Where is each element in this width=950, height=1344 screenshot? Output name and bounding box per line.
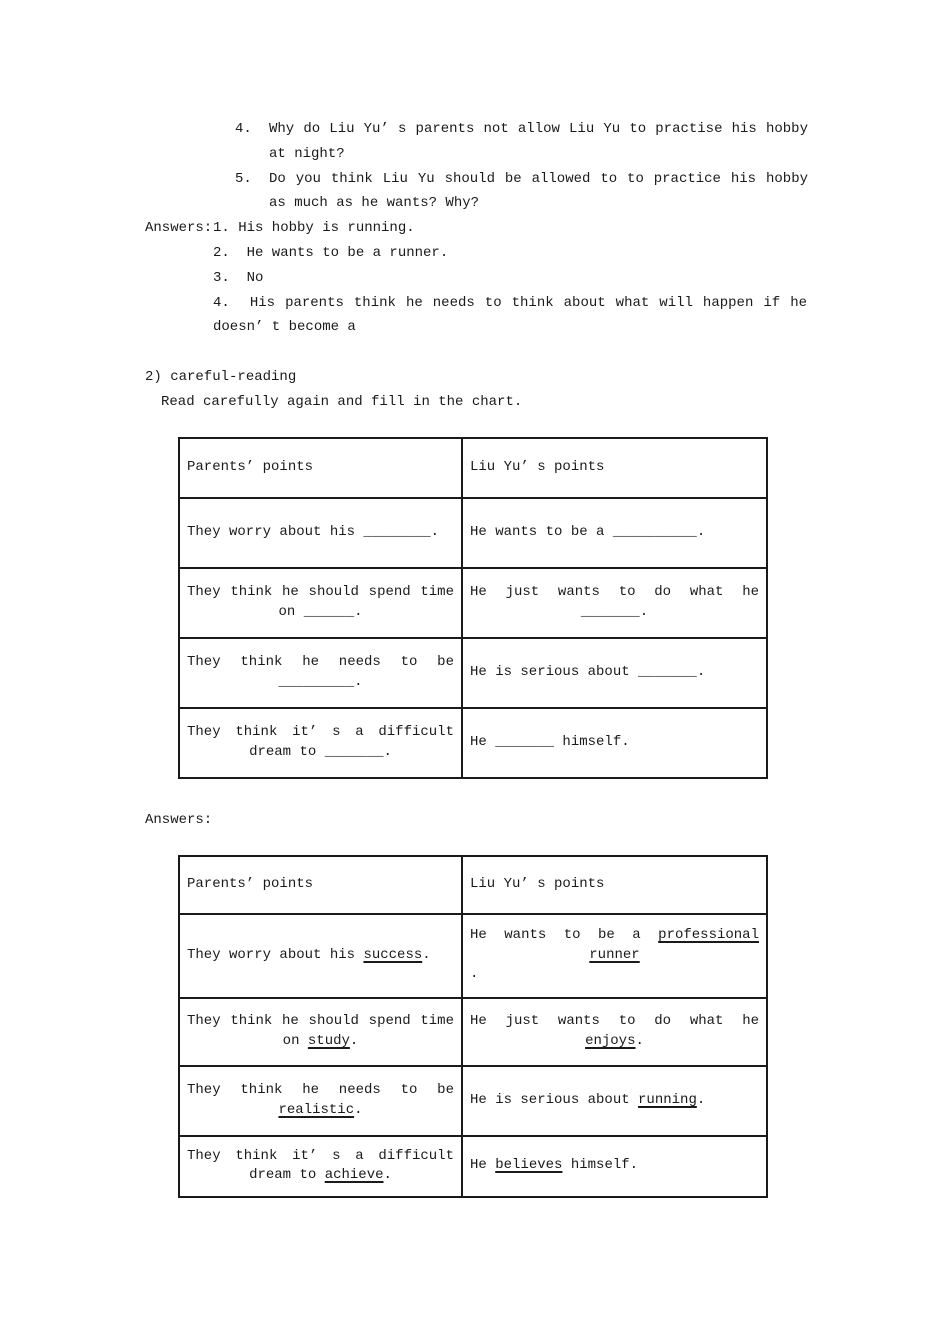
cell-text: . — [422, 946, 431, 963]
cell-text: . — [635, 1032, 644, 1049]
cell-line — [187, 1101, 454, 1120]
cell-line — [187, 523, 454, 542]
filled-blank-answer: runner — [589, 946, 640, 963]
cell-text: They think he needs to be — [187, 1082, 454, 1099]
cell-line — [470, 1156, 759, 1175]
cell-text: He is serious about — [470, 1091, 639, 1108]
cell-line — [187, 458, 454, 477]
answers-label: Answers: — [145, 220, 213, 237]
question-number: 4. — [235, 121, 252, 137]
cell-text: . — [349, 1032, 359, 1049]
answers-items — [213, 216, 807, 340]
answer-item: 1. His hobby is running. — [213, 220, 415, 237]
cell-line — [187, 743, 454, 762]
question-item — [235, 167, 808, 217]
table-cell — [179, 708, 462, 778]
table-row — [179, 568, 767, 638]
cell-line — [187, 1081, 454, 1100]
cell-text: He is serious about _______. — [470, 664, 706, 681]
filled-blank-answer: believes — [495, 1157, 563, 1174]
answers-block — [145, 216, 950, 340]
cell-text: _______. — [580, 603, 649, 620]
table-cell — [179, 638, 462, 708]
cell-text: They worry about his — [187, 946, 364, 963]
cell-line — [187, 875, 454, 894]
cell-line — [470, 1012, 759, 1031]
answer-item: 3. No — [213, 269, 264, 286]
table-cell — [179, 568, 462, 638]
table-cell — [462, 1066, 767, 1136]
cell-text: dream to — [249, 1167, 325, 1184]
cell-line — [187, 1032, 454, 1051]
cell-text: Parents’ points — [187, 459, 314, 476]
table-cell — [179, 914, 462, 998]
cell-text: . — [696, 1091, 706, 1108]
cell-text: He just wants to do what he — [470, 1013, 759, 1030]
cell-text: They think it’ s a difficult — [187, 724, 454, 741]
cell-line — [470, 583, 759, 602]
table-header-cell — [462, 438, 767, 498]
cell-text: Liu Yu’ s points — [470, 875, 605, 892]
answers-table-label: Answers: — [145, 811, 213, 828]
table-cell — [462, 998, 767, 1066]
question-text: Why do Liu Yu’ s parents not allow Liu Yu to practise his hobby at night? — [269, 121, 808, 162]
cell-line — [470, 523, 759, 542]
cell-text: He _______ himself. — [470, 734, 630, 751]
table-row — [179, 998, 767, 1066]
question-text: Do you think Liu Yu should be allowed to to practice his hobby as much as he wants? Why? — [269, 170, 808, 212]
table-cell — [462, 708, 767, 778]
cell-line — [187, 946, 454, 965]
cell-text: dream to _______. — [249, 743, 392, 760]
cell-line — [187, 673, 454, 692]
cell-text: He wants to be a — [470, 927, 659, 944]
table-cell — [179, 1066, 462, 1136]
cell-line — [470, 458, 759, 477]
cell-line — [187, 1166, 454, 1185]
filled-blank-answer: realistic — [278, 1101, 355, 1118]
table-cell — [462, 638, 767, 708]
table-cell — [462, 914, 767, 998]
cell-text: He — [470, 1157, 496, 1174]
cell-text: They think he should spend time — [187, 1013, 454, 1030]
cell-text: They think he should spend time — [187, 584, 454, 601]
section-instruction: Read carefully again and fill in the chart. — [161, 393, 523, 410]
table-row — [179, 1066, 767, 1136]
cell-text: He just wants to do what he — [470, 584, 759, 601]
question-number: 5. — [235, 170, 252, 187]
cell-text: They worry about his ________. — [187, 524, 440, 541]
answers-chart-table — [178, 855, 768, 1198]
cell-text: on — [282, 1032, 308, 1049]
table-cell — [179, 1136, 462, 1197]
section-heading: 2) careful-reading — [145, 369, 297, 386]
table-header-cell — [462, 856, 767, 914]
filled-blank-answer: achieve — [324, 1167, 384, 1184]
table-cell — [462, 568, 767, 638]
table-header-cell — [179, 856, 462, 914]
cell-line — [187, 653, 454, 672]
cell-text: himself. — [562, 1157, 639, 1174]
answer-item: 4. His parents think he needs to think about what will happen if he doesn’ t become a — [213, 294, 807, 336]
cell-line — [470, 733, 759, 752]
cell-line — [187, 1012, 454, 1031]
cell-text: . — [383, 1167, 392, 1184]
filled-blank-answer: enjoys — [585, 1032, 636, 1049]
table-cell — [179, 498, 462, 568]
cell-line — [470, 946, 759, 965]
table-header-row — [179, 438, 767, 498]
filled-blank-answer: professional — [658, 927, 759, 944]
filled-blank-answer: success — [363, 946, 423, 963]
blank-chart-table — [178, 437, 768, 779]
cell-line — [470, 1032, 759, 1051]
cell-line — [470, 926, 759, 945]
cell-text: They think he needs to be — [187, 654, 454, 671]
filled-blank-answer: study — [307, 1032, 350, 1049]
question-item — [235, 117, 808, 167]
cell-line — [470, 663, 759, 682]
table-cell — [462, 1136, 767, 1197]
cell-line — [187, 603, 454, 622]
cell-line — [470, 1091, 759, 1110]
answer-item: 2. He wants to be a runner. — [213, 244, 449, 261]
cell-text: Parents’ points — [187, 875, 314, 892]
cell-text: . — [354, 1101, 363, 1118]
cell-text: Liu Yu’ s points — [470, 459, 605, 476]
table-row — [179, 708, 767, 778]
table-row — [179, 638, 767, 708]
cell-line — [470, 965, 759, 984]
cell-text: . — [470, 966, 479, 983]
table-header-cell — [179, 438, 462, 498]
question-list — [235, 117, 808, 216]
table-row — [179, 498, 767, 568]
cell-text: They think it’ s a difficult — [187, 1147, 454, 1164]
cell-text: _________. — [278, 673, 363, 690]
table-cell — [462, 498, 767, 568]
cell-line — [187, 1147, 454, 1166]
table-row — [179, 914, 767, 998]
table-header-row — [179, 856, 767, 914]
cell-line — [187, 723, 454, 742]
table-cell — [179, 998, 462, 1066]
cell-line — [470, 603, 759, 622]
table-row — [179, 1136, 767, 1197]
cell-text: on ______. — [278, 603, 363, 620]
filled-blank-answer: running — [638, 1091, 697, 1108]
cell-text: He wants to be a __________. — [470, 524, 706, 541]
cell-line — [187, 583, 454, 602]
cell-line — [470, 875, 759, 894]
